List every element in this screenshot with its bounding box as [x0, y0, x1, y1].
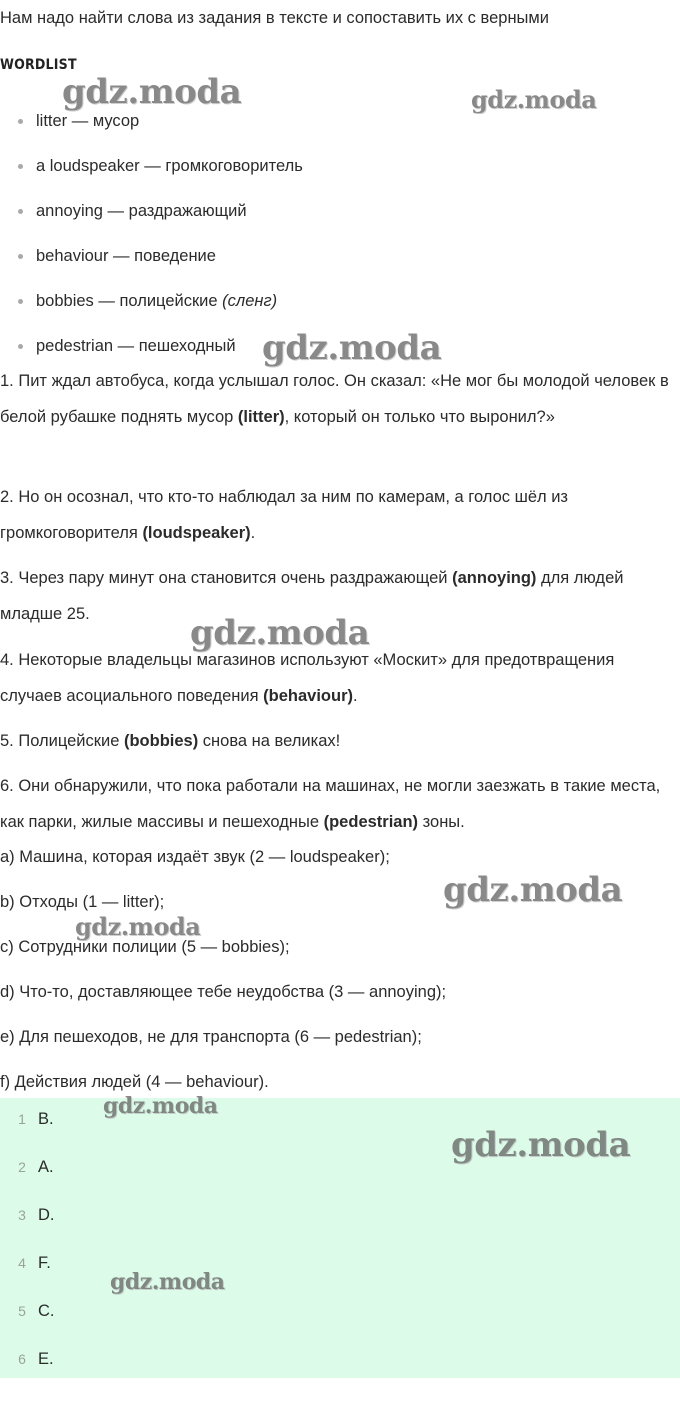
wordlist-item-text: bobbies — полицейские	[36, 292, 223, 310]
paragraph: 2. Но он осознал, что кто-то наблюдал за ним по камерам, а голос шёл из громкоговорителя (loudspeaker).	[0, 488, 568, 542]
watermark: gdz.moda	[262, 328, 442, 368]
bullet-icon	[18, 119, 23, 124]
key-word: (behaviour)	[263, 687, 353, 705]
match-line: b) Отходы (1 — litter);	[0, 893, 165, 911]
wordlist-item-text: pedestrian — пешеходный	[36, 337, 236, 355]
key-word: (pedestrian)	[323, 813, 419, 831]
answer-value: F.	[38, 1254, 51, 1272]
bullet-icon	[18, 344, 23, 349]
answer-value: A.	[38, 1158, 54, 1176]
answer-number: 2	[18, 1159, 26, 1175]
answer-value: E.	[38, 1350, 54, 1368]
key-word: (loudspeaker)	[142, 524, 251, 542]
match-line: c) Сотрудники полиции (5 — bobbies);	[0, 938, 290, 956]
bullet-icon	[18, 164, 23, 169]
watermark: gdz.moda	[451, 1125, 631, 1165]
answer-number: 3	[18, 1207, 26, 1223]
paragraph: 4. Некоторые владельцы магазинов используют «Москит» для предотвращения случаев асоциального поведения (behaviour).	[0, 651, 615, 705]
answer-number: 6	[18, 1351, 26, 1367]
intro-text: Нам надо найти слова из задания в тексте и сопоставить их с верными	[0, 9, 549, 27]
match-line: a) Машина, которая издаёт звук (2 — loudspeaker);	[0, 848, 390, 866]
paragraph: 3. Через пару минут она становится очень раздражающей (annoying) для людей младше 25.	[0, 569, 624, 623]
answers-block	[0, 1098, 680, 1378]
key-word: (annoying)	[452, 569, 537, 587]
bullet-icon	[18, 254, 23, 259]
watermark: gdz.moda	[471, 85, 597, 114]
watermark: gdz.moda	[110, 1269, 225, 1295]
watermark: gdz.moda	[443, 870, 623, 910]
watermark: gdz.moda	[103, 1093, 218, 1119]
wordlist-title: WORDLIST	[0, 57, 77, 73]
answer-number: 5	[18, 1303, 26, 1319]
wordlist-item-text: behaviour — поведение	[36, 247, 216, 265]
bullet-icon	[18, 299, 23, 304]
wordlist-item-text: a loudspeaker — громкоговоритель	[36, 157, 303, 175]
watermark: gdz.moda	[190, 613, 370, 653]
match-line: d) Что-то, доставляющее тебе неудобства (3 — annoying);	[0, 983, 447, 1001]
wordlist-item-text: annoying — раздражающий	[36, 202, 247, 220]
match-line: f) Действия людей (4 — behaviour).	[0, 1073, 269, 1091]
key-word: (bobbies)	[123, 732, 199, 750]
answer-value: D.	[38, 1206, 55, 1224]
watermark: gdz.moda	[62, 72, 242, 112]
answer-number: 4	[18, 1255, 26, 1271]
wordlist-item-note: (сленг)	[222, 292, 278, 310]
answer-value: C.	[38, 1302, 55, 1320]
key-word: (litter)	[237, 408, 285, 426]
bullet-icon	[18, 209, 23, 214]
paragraph: 6. Они обнаружили, что пока работали на машинах, не могли заезжать в такие места, как парки, жилые массивы и пешеходные (pedestrian) зоны.	[0, 777, 661, 831]
paragraph: 5. Полицейские (bobbies) снова на великах!	[0, 732, 341, 750]
answer-number: 1	[18, 1111, 26, 1127]
match-line: e) Для пешеходов, не для транспорта (6 — pedestrian);	[0, 1028, 422, 1046]
watermark: gdz.moda	[75, 912, 201, 941]
paragraph: 1. Пит ждал автобуса, когда услышал голос. Он сказал: «Не мог бы молодой человек в белой рубашке поднять мусор (litter), который он только что выронил?»	[0, 372, 669, 426]
answer-value: B.	[38, 1110, 54, 1128]
wordlist-item-text: litter — мусор	[36, 112, 140, 130]
